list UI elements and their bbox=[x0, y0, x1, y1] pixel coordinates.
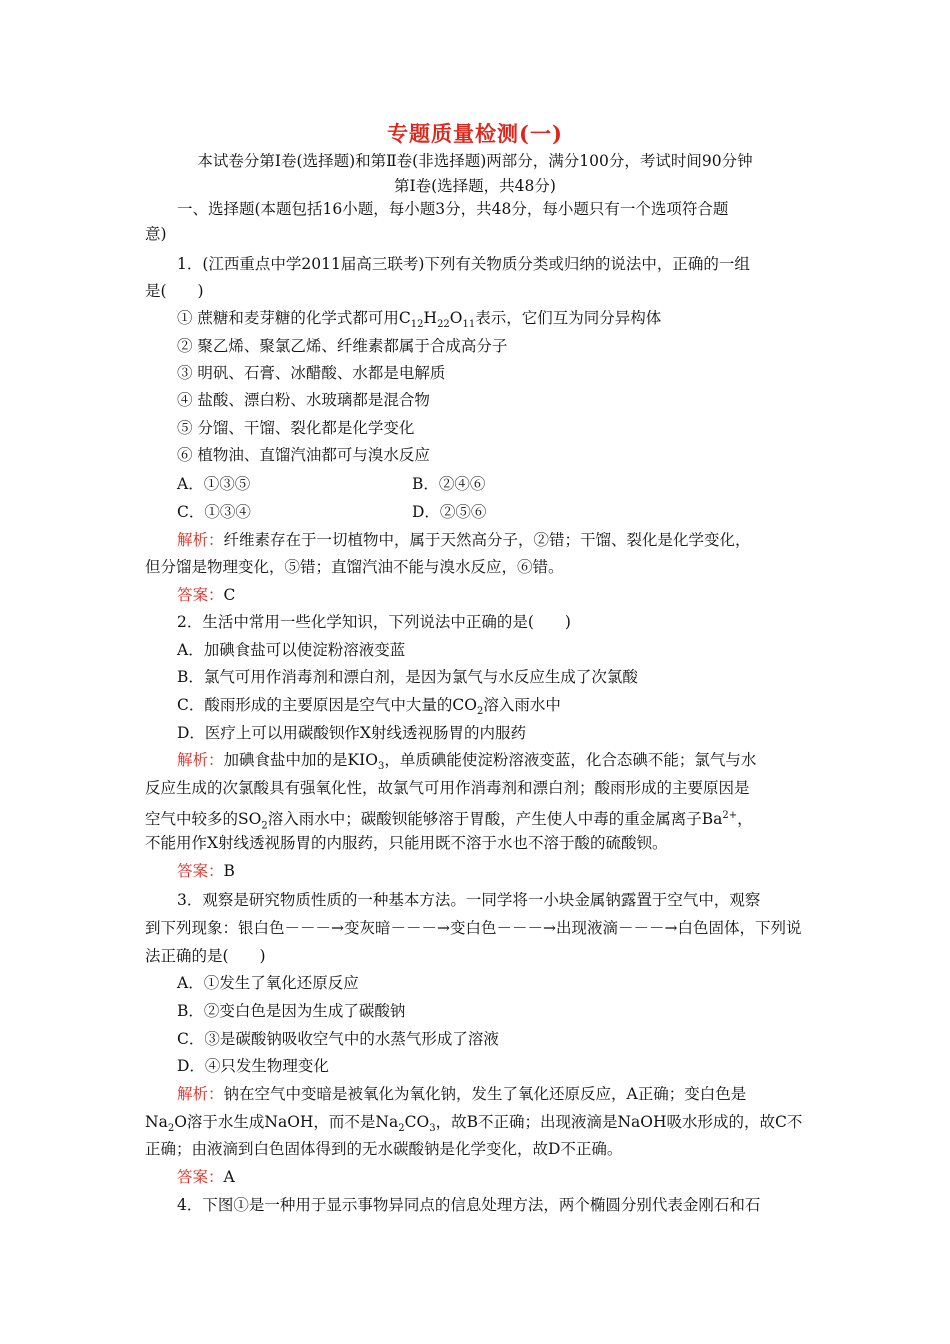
answer-label: 答案： bbox=[177, 1168, 224, 1186]
q2-analysis-cont-3: 不能用作X射线透视肠胃的内服药，只能用既不溶于水也不溶于酸的硫酸钡。 bbox=[145, 834, 668, 852]
q3-stem-cont-2: 法正确的是( ) bbox=[145, 947, 266, 965]
q2-stem: 2．生活中常用一些化学知识，下列说法中正确的是( ) bbox=[177, 613, 571, 631]
analysis-label: 解析： bbox=[177, 751, 224, 769]
part-heading: 第Ⅰ卷(选择题，共48分) bbox=[394, 177, 556, 195]
q3-option-c: C．③是碳酸钠吸收空气中的水蒸气形成了溶液 bbox=[177, 1030, 499, 1048]
q1-option-c: C．①③④ bbox=[177, 503, 251, 521]
page-title: 专题质量检测(一) bbox=[387, 121, 563, 146]
q2-option-d: D．医疗上可以用碳酸钡作X射线透视肠胃的内服药 bbox=[177, 724, 526, 742]
answer-label: 答案： bbox=[177, 862, 224, 880]
analysis-label: 解析： bbox=[177, 531, 224, 549]
q1-item-2: ② 聚乙烯、聚氯乙烯、纤维素都属于合成高分子 bbox=[177, 337, 508, 355]
q3-analysis-cont-2: 正确；由液滴到白色固体得到的无水碳酸钠是化学变化，故D不正确。 bbox=[145, 1140, 623, 1158]
q1-analysis-cont: 但分馏是物理变化，⑤错；直馏汽油不能与溴水反应，⑥错。 bbox=[145, 558, 564, 576]
q2-option-b: B．氯气可用作消毒剂和漂白剂，是因为氯气与水反应生成了次氯酸 bbox=[177, 668, 638, 686]
analysis-label: 解析： bbox=[177, 1085, 224, 1103]
q1-option-d: D．②⑤⑥ bbox=[412, 503, 487, 521]
q2-analysis: 解析：加碘食盐中加的是$KIO_3$，单质碘能使淀粉溶液变蓝，化合态碘不能；氯气与水 bbox=[177, 751, 757, 773]
q3-option-d: D．④只发生物理变化 bbox=[177, 1057, 329, 1075]
section-heading-cont: 意) bbox=[145, 225, 167, 243]
q2-analysis-cont-1: 反应生成的次氯酸具有强氧化性，故氯气可用作消毒剂和漂白剂；酸雨形成的主要原因是 bbox=[145, 779, 750, 797]
section-heading: 一、选择题(本题包括16小题，每小题3分，共48分，每小题只有一个选项符合题 bbox=[177, 200, 729, 218]
q1-option-b: B．②④⑥ bbox=[412, 475, 486, 493]
q1-item-3: ③ 明矾、石膏、冰醋酸、水都是电解质 bbox=[177, 364, 446, 382]
q3-stem-cont-1: 到下列现象：银白色－－－→变灰暗－－－→变白色－－－→出现液滴－－－→白色固体，下列说 bbox=[145, 919, 802, 937]
q2-analysis-cont-2: 空气中较多的$SO_2$溶入雨水中；碳酸钡能够溶于胃酸，产生使人中毒的重金属离子$Ba^{2+}$， bbox=[145, 810, 753, 832]
q3-analysis-cont-1: $Na_2O$溶于水生成NaOH，而不是$Na_2CO_3$，故B不正确；出现液滴是NaOH吸水形成的，故C不 bbox=[145, 1113, 803, 1135]
q4-stem: 4．下图①是一种用于显示事物异同点的信息处理方法，两个椭圆分别代表金刚石和石 bbox=[177, 1196, 761, 1214]
q1-stem: 1．(江西重点中学2011届高三联考)下列有关物质分类或归纳的说法中，正确的一组 bbox=[177, 255, 750, 273]
q3-analysis: 解析：钠在空气中变暗是被氧化为氧化钠，发生了氧化还原反应，A正确；变白色是 bbox=[177, 1085, 747, 1103]
q1-item-6: ⑥ 植物油、直馏汽油都可与溴水反应 bbox=[177, 446, 430, 464]
q1-analysis: 解析：纤维素存在于一切植物中，属于天然高分子，②错；干馏、裂化是化学变化， bbox=[177, 531, 751, 549]
answer-label: 答案： bbox=[177, 586, 224, 604]
q2-option-c: C．酸雨形成的主要原因是空气中大量的$CO_2$溶入雨水中 bbox=[177, 696, 561, 718]
q1-item-4: ④ 盐酸、漂白粉、水玻璃都是混合物 bbox=[177, 391, 430, 409]
q1-answer: 答案：C bbox=[177, 586, 236, 604]
q1-stem-cont: 是( ) bbox=[145, 282, 204, 300]
q3-option-b: B．②变白色是因为生成了碳酸钠 bbox=[177, 1002, 406, 1020]
q3-option-a: A．①发生了氧化还原反应 bbox=[177, 974, 359, 992]
q3-stem: 3．观察是研究物质性质的一种基本方法。一同学将一小块金属钠露置于空气中，观察 bbox=[177, 891, 761, 909]
q1-item-5: ⑤ 分馏、干馏、裂化都是化学变化 bbox=[177, 419, 415, 437]
q2-option-a: A．加碘食盐可以使淀粉溶液变蓝 bbox=[177, 641, 406, 659]
q1-option-a: A．①③⑤ bbox=[177, 475, 251, 493]
q1-item-1: ① 蔗糖和麦芽糖的化学式都可用$C_{12}H_{22}O_{11}$表示，它们互为同分异构体 bbox=[177, 309, 662, 331]
exam-intro: 本试卷分第Ⅰ卷(选择题)和第Ⅱ卷(非选择题)两部分，满分100分，考试时间90分钟 bbox=[197, 152, 753, 170]
q2-answer: 答案：B bbox=[177, 862, 235, 880]
q3-answer: 答案：A bbox=[177, 1168, 235, 1186]
